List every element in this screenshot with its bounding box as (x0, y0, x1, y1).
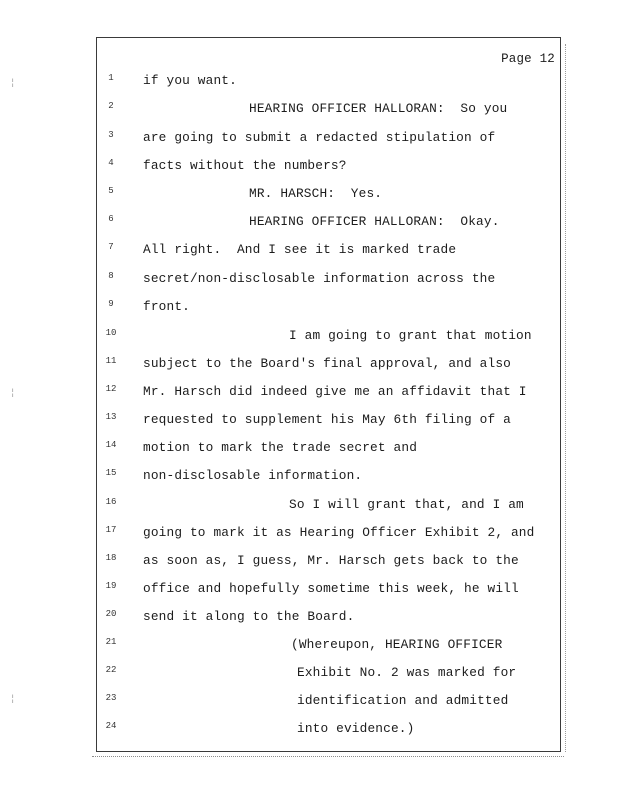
transcript-line (97, 440, 560, 460)
transcript-line (97, 721, 560, 741)
line-text: requested to supplement his May 6th filing of a (143, 412, 511, 427)
line-text: All right. And I see it is marked trade (143, 242, 457, 257)
bottom-rule (92, 756, 564, 757)
transcript-line (97, 158, 560, 178)
transcript-line (97, 356, 560, 376)
page-number: Page 12 (501, 52, 555, 66)
transcript-line (97, 73, 560, 93)
transcript-line (97, 328, 560, 348)
line-number: 2 (108, 101, 114, 111)
line-number: 7 (108, 242, 114, 252)
line-text: Mr. Harsch did indeed give me an affidavit that I (143, 384, 527, 399)
line-number: 22 (105, 665, 117, 675)
line-text: send it along to the Board. (143, 609, 355, 624)
transcript-line (97, 665, 560, 685)
line-text: identification and admitted (297, 693, 509, 708)
transcript-line (97, 693, 560, 713)
line-number: 15 (105, 468, 117, 478)
line-number: 8 (108, 271, 114, 281)
margin-mark: ¦ (10, 78, 16, 88)
line-number: 4 (108, 158, 114, 168)
line-text: into evidence.) (297, 721, 415, 736)
line-number: 11 (105, 356, 117, 366)
transcript-line (97, 412, 560, 432)
line-number: 17 (105, 525, 117, 535)
line-text: Exhibit No. 2 was marked for (297, 665, 517, 680)
transcript-line (97, 581, 560, 601)
line-number: 3 (108, 130, 114, 140)
line-text: (Whereupon, HEARING OFFICER (291, 637, 503, 652)
line-number: 10 (105, 328, 117, 338)
transcript-line (97, 101, 560, 121)
line-text: motion to mark the trade secret and (143, 440, 418, 455)
line-text: secret/non-disclosable information across the (143, 271, 496, 286)
line-number: 21 (105, 637, 117, 647)
line-number: 6 (108, 214, 114, 224)
line-number: 18 (105, 553, 117, 563)
line-number: 12 (105, 384, 117, 394)
line-text: MR. HARSCH: Yes. (249, 186, 383, 201)
line-text: office and hopefully sometime this week, he will (143, 581, 519, 596)
line-number: 1 (108, 73, 114, 83)
transcript-line (97, 242, 560, 262)
transcript-line (97, 637, 560, 657)
transcript-line (97, 130, 560, 150)
line-number: 23 (105, 693, 117, 703)
line-text: are going to submit a redacted stipulation of (143, 130, 496, 145)
transcript-line (97, 525, 560, 545)
line-text: facts without the numbers? (143, 158, 347, 173)
line-text: subject to the Board's final approval, and also (143, 356, 511, 371)
line-number: 19 (105, 581, 117, 591)
transcript-line (97, 553, 560, 573)
transcript-line (97, 271, 560, 291)
line-number: 20 (105, 609, 117, 619)
line-number: 5 (108, 186, 114, 196)
transcript-line (97, 468, 560, 488)
transcript-line (97, 609, 560, 629)
line-number: 14 (105, 440, 117, 450)
transcript-line (97, 384, 560, 404)
transcript-line (97, 497, 560, 517)
line-number: 16 (105, 497, 117, 507)
margin-mark: ¦ (10, 388, 16, 398)
line-text: as soon as, I guess, Mr. Harsch gets back to the (143, 553, 519, 568)
line-number: 9 (108, 299, 114, 309)
line-number: 13 (105, 412, 117, 422)
line-text: I am going to grant that motion (289, 328, 532, 343)
line-text: non-disclosable information. (143, 468, 363, 483)
line-text: if you want. (143, 73, 237, 88)
line-text: going to mark it as Hearing Officer Exhibit 2, and (143, 525, 535, 540)
line-text: front. (143, 299, 190, 314)
line-text: So I will grant that, and I am (289, 497, 524, 512)
line-text: HEARING OFFICER HALLORAN: So you (249, 101, 508, 116)
transcript-page (96, 37, 561, 752)
transcript-line (97, 214, 560, 234)
transcript-line (97, 186, 560, 206)
transcript-line (97, 299, 560, 319)
line-text: HEARING OFFICER HALLORAN: Okay. (249, 214, 500, 229)
line-number: 24 (105, 721, 117, 731)
margin-mark: ¦ (10, 694, 16, 704)
